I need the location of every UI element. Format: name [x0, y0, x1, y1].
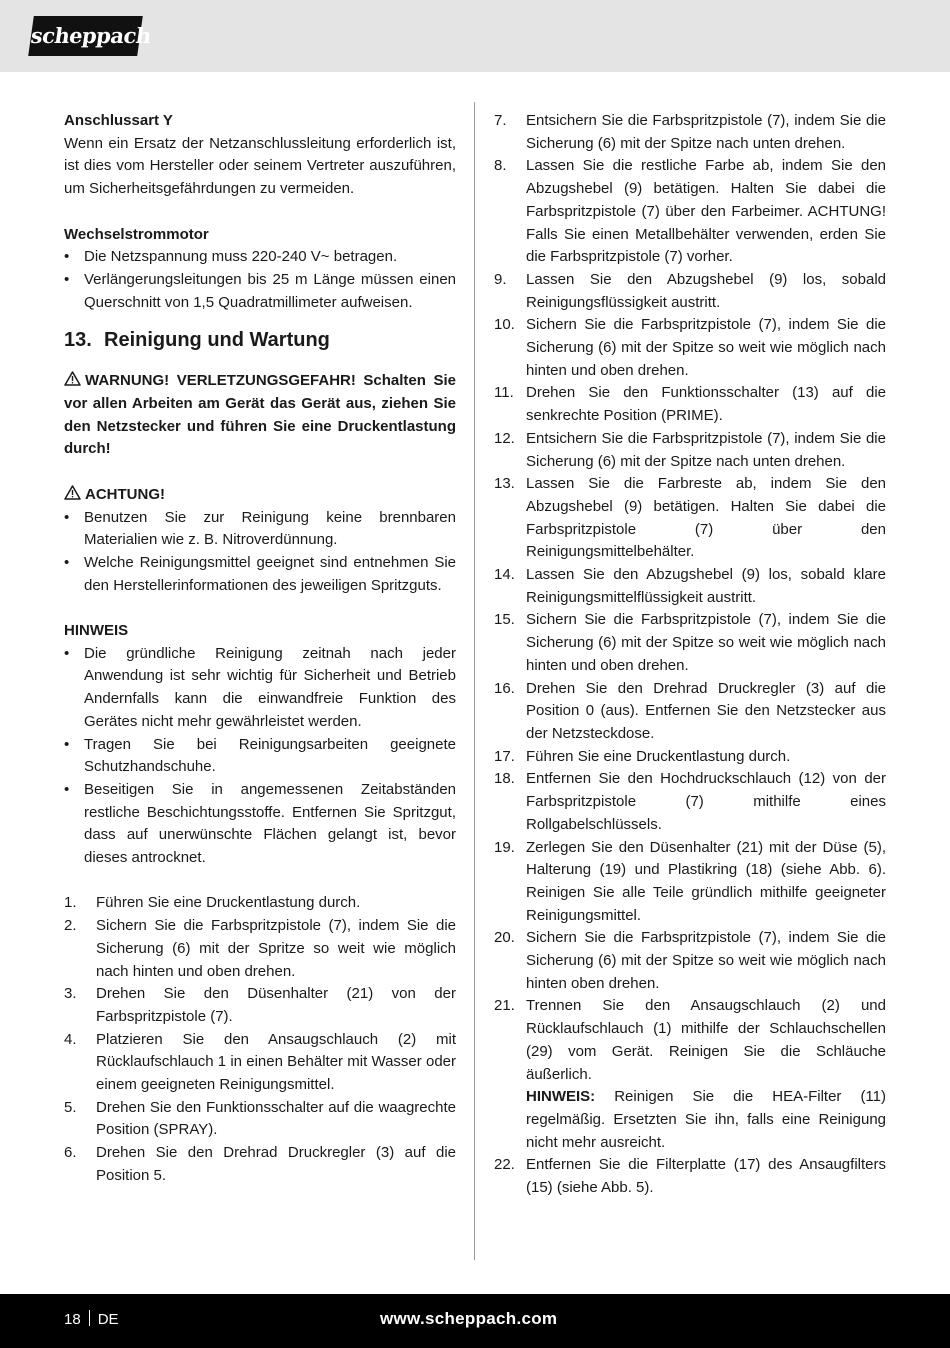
step-number: 4. [64, 1030, 77, 1048]
step-number: 15. [494, 611, 515, 629]
step-number: 13. [494, 475, 515, 493]
left-steps-list [64, 892, 456, 1187]
step-item [64, 983, 456, 1028]
step-number: 11. [494, 384, 514, 402]
step-item [64, 1097, 456, 1142]
step-item [494, 155, 886, 269]
right-steps-list [494, 110, 886, 1200]
website-link[interactable]: www.scheppach.com [380, 1309, 558, 1328]
step-text: Drehen Sie den Drehrad Druckregler (3) auf die Position 0 (aus). Entfernen Sie den Netzstecker aus der Netzsteckdose. [526, 679, 886, 742]
step-text: Sichern Sie die Farbspritzpistole (7), indem Sie die Sicherung (6) mit der Spitze so weit wie möglich nach hinten und oben drehen. [526, 316, 886, 379]
list-item: • Welche Reinigungsmittel geeignet sind entnehmen Sie den Herstellerinformationen des jeweiligen Spritzguts. [64, 552, 456, 597]
step-number: 3. [64, 985, 77, 1003]
step-item [494, 428, 886, 473]
list-item: • Verlängerungsleitungen bis 25 m Länge müssen einen Querschnitt von 1,5 Quadratmillimeter aufweisen. [64, 269, 456, 314]
language-code: DE [97, 1311, 119, 1328]
note-bullet-list [64, 643, 456, 870]
step-item [494, 768, 886, 836]
step-text: Zerlegen Sie den Düsenhalter (21) mit der Düse (5), Halterung (19) und Plastikring (18) (siehe Abb. 6). Reinigen Sie alle Teile gründlich mithilfe geeigneter Reinigungsmittel. [526, 838, 886, 924]
step-item [494, 837, 886, 928]
motor-bullet-list [64, 246, 456, 314]
brand-logo: scheppach [28, 16, 143, 56]
step-number: 7. [494, 112, 507, 129]
warning-block [64, 370, 456, 461]
step-number: 2. [64, 917, 77, 935]
section-title: Reinigung und Wartung [104, 329, 330, 352]
step-number: 16. [494, 679, 515, 697]
warning-triangle-icon [64, 371, 81, 386]
list-item: • Die Netzspannung muss 220-240 V~ betragen. [64, 246, 456, 269]
motor-heading: Wechselstrommotor [64, 225, 209, 243]
step-text: Sichern Sie die Farbspritzpistole (7), indem Sie die Sicherung (6) mit der Spitze so weit wie möglich nach hinten oben drehen. [526, 929, 886, 992]
step-item [64, 1029, 456, 1097]
step-text: Sichern Sie die Farbspritzpistole (7), indem Sie die Sicherung (6) mit der Spritze so weit wie möglich nach hinten und oben drehen. [96, 917, 456, 980]
step-text: Lassen Sie den Abzugshebel (9) los, sobald klare Reinigungsmittelflüssigkeit austritt. [526, 566, 886, 606]
step-number: 12. [494, 429, 515, 447]
step-text: Trennen Sie den Ansaugschlauch (2) und Rücklaufschlauch (1) mithilfe der Schlauchschellen (29) vom Gerät. Reinigen Sie die Schläuche äußerlich. [526, 997, 886, 1083]
step-number: 8. [494, 157, 507, 175]
step-item [494, 110, 886, 155]
list-item: • Die gründliche Reinigung zeitnah nach jeder Anwendung ist sehr wichtig für Sicherheit und Betrieb Andernfalls kann die einwandfreie Funktion des Gerätes nicht mehr gewährleistet werden. [64, 643, 456, 734]
step-text: Drehen Sie den Funktionsschalter auf die waagrechte Position (SPRAY). [96, 1098, 456, 1139]
step-item [494, 473, 886, 564]
hint-text: Reinigen Sie die HEA-Filter (11) regelmäßig. Ersetzten Sie ihn, falls eine Reinigung nicht mehr ausreicht. [526, 1088, 887, 1151]
right-column [494, 110, 886, 1200]
warning-triangle-icon [64, 485, 81, 500]
step-text: Entfernen Sie die Filterplatte (17) des Ansaugfilters (15) (siehe Abb. 5). [526, 1156, 886, 1197]
step-number: 14. [494, 566, 515, 584]
step-number: 20. [494, 929, 515, 947]
step-item [494, 678, 886, 746]
step-number: 17. [494, 747, 515, 765]
connection-text: Wenn ein Ersatz der Netzanschlussleitung erforderlich ist, ist dies vom Hersteller oder seinem Vertreter auszuführen, um Sicherheitsgefährdungen zu vermeiden. [64, 134, 456, 198]
step-item [494, 269, 886, 314]
step-number: 21. [494, 997, 515, 1015]
step-text: Entfernen Sie den Hochdruckschlauch (12) von der Farbspritzpistole (7) mithilfe eines Rollgabelschlüssels. [526, 770, 886, 833]
left-column [64, 110, 456, 1188]
step-item [494, 564, 886, 609]
step-number: 5. [64, 1098, 77, 1116]
step-text: Drehen Sie den Düsenhalter (21) von der Farbspritzpistole (7). [96, 985, 456, 1025]
step-text: Lassen Sie die Farbreste ab, indem Sie den Abzugshebel (9) betätigen. Halten Sie dabei die Farbspritzpistole (7) über den Reinigungsmittelbehälter. [526, 475, 886, 561]
caution-bullet-list [64, 507, 456, 598]
caution-heading: ACHTUNG! [85, 485, 165, 503]
step-text: Drehen Sie den Drehrad Druckregler (3) auf die Position 5. [96, 1144, 456, 1184]
list-item: • Beseitigen Sie in angemessenen Zeitabständen restliche Beschichtungsstoffe. Entfernen Sie Spritzgut, dass auf unerwünschte Flächen gelangt ist, bevor dieses antrocknet. [64, 779, 456, 870]
page-number: 18 [64, 1311, 81, 1328]
step-text: Sichern Sie die Farbspritzpistole (7), indem Sie die Sicherung (6) mit der Spitze so weit wie möglich nach hinten und oben drehen. [526, 611, 886, 674]
step-item [64, 915, 456, 983]
step-item [494, 995, 886, 1154]
step-number: 18. [494, 770, 515, 788]
connection-heading: Anschlussart Y [64, 112, 173, 129]
column-divider [474, 102, 475, 1260]
step-item [494, 746, 886, 769]
step-text: Lassen Sie den Abzugshebel (9) los, sobald Reinigungsflüssigkeit austritt. [526, 270, 886, 311]
step-number: 6. [64, 1144, 77, 1162]
step-item [494, 1154, 886, 1199]
hint-label: HINWEIS: [526, 1088, 596, 1106]
step-item [494, 927, 886, 995]
step-item [64, 892, 456, 915]
page-separator [89, 1310, 90, 1326]
step-text: Entsichern Sie die Farbspritzpistole (7), indem Sie die Sicherung (6) mit der Spitze nach unten drehen. [526, 112, 886, 152]
step-text: Lassen Sie die restliche Farbe ab, indem Sie den Abzugshebel (9) betätigen. Halten Sie dabei die Farbspritzpistole (7) über den Farbeimer. ACHTUNG! Falls Sie einen Metallbehälter verwenden, erden Sie die Farbspritzpistole (7) vorher. [526, 157, 886, 266]
step-text: Führen Sie eine Druckentlastung durch. [526, 747, 791, 765]
step-item [64, 1142, 456, 1187]
step-number: 1. [64, 894, 77, 912]
note-heading: HINWEIS [64, 622, 129, 640]
step-text: Drehen Sie den Funktionsschalter (13) auf die senkrechte Position (PRIME). [526, 384, 886, 425]
step-number: 19. [494, 838, 515, 856]
list-item: • Benutzen Sie zur Reinigung keine brennbaren Materialien wie z. B. Nitroverdünnung. [64, 507, 456, 552]
step-text: Führen Sie eine Druckentlastung durch. [96, 894, 361, 912]
step-text: Entsichern Sie die Farbspritzpistole (7), indem Sie die Sicherung (6) mit der Spitze nach unten drehen. [526, 429, 886, 470]
warning-text: WARNUNG! VERLETZUNGSGEFAHR! Schalten Sie vor allen Arbeiten am Gerät das Gerät aus, ziehen Sie den Netzstecker und führen Sie eine Druckentlastung durch! [64, 372, 456, 458]
section-number: 13. [64, 329, 92, 352]
step-item [494, 609, 886, 677]
section-heading [64, 328, 456, 352]
step-number: 9. [494, 270, 507, 288]
step-number: 10. [494, 316, 515, 334]
caution-heading-row [64, 484, 456, 507]
page-indicator [64, 1309, 119, 1331]
step-number: 22. [494, 1156, 515, 1174]
header-band [0, 0, 950, 72]
step-item [494, 382, 886, 427]
step-item [494, 314, 886, 382]
list-item: • Tragen Sie bei Reinigungsarbeiten geeignete Schutzhandschuhe. [64, 734, 456, 779]
footer-band [0, 1294, 950, 1348]
step-text: Platzieren Sie den Ansaugschlauch (2) mit Rücklaufschlauch 1 in einen Behälter mit Wasser oder einem geeigneten Reinigungsmittel. [96, 1030, 456, 1094]
